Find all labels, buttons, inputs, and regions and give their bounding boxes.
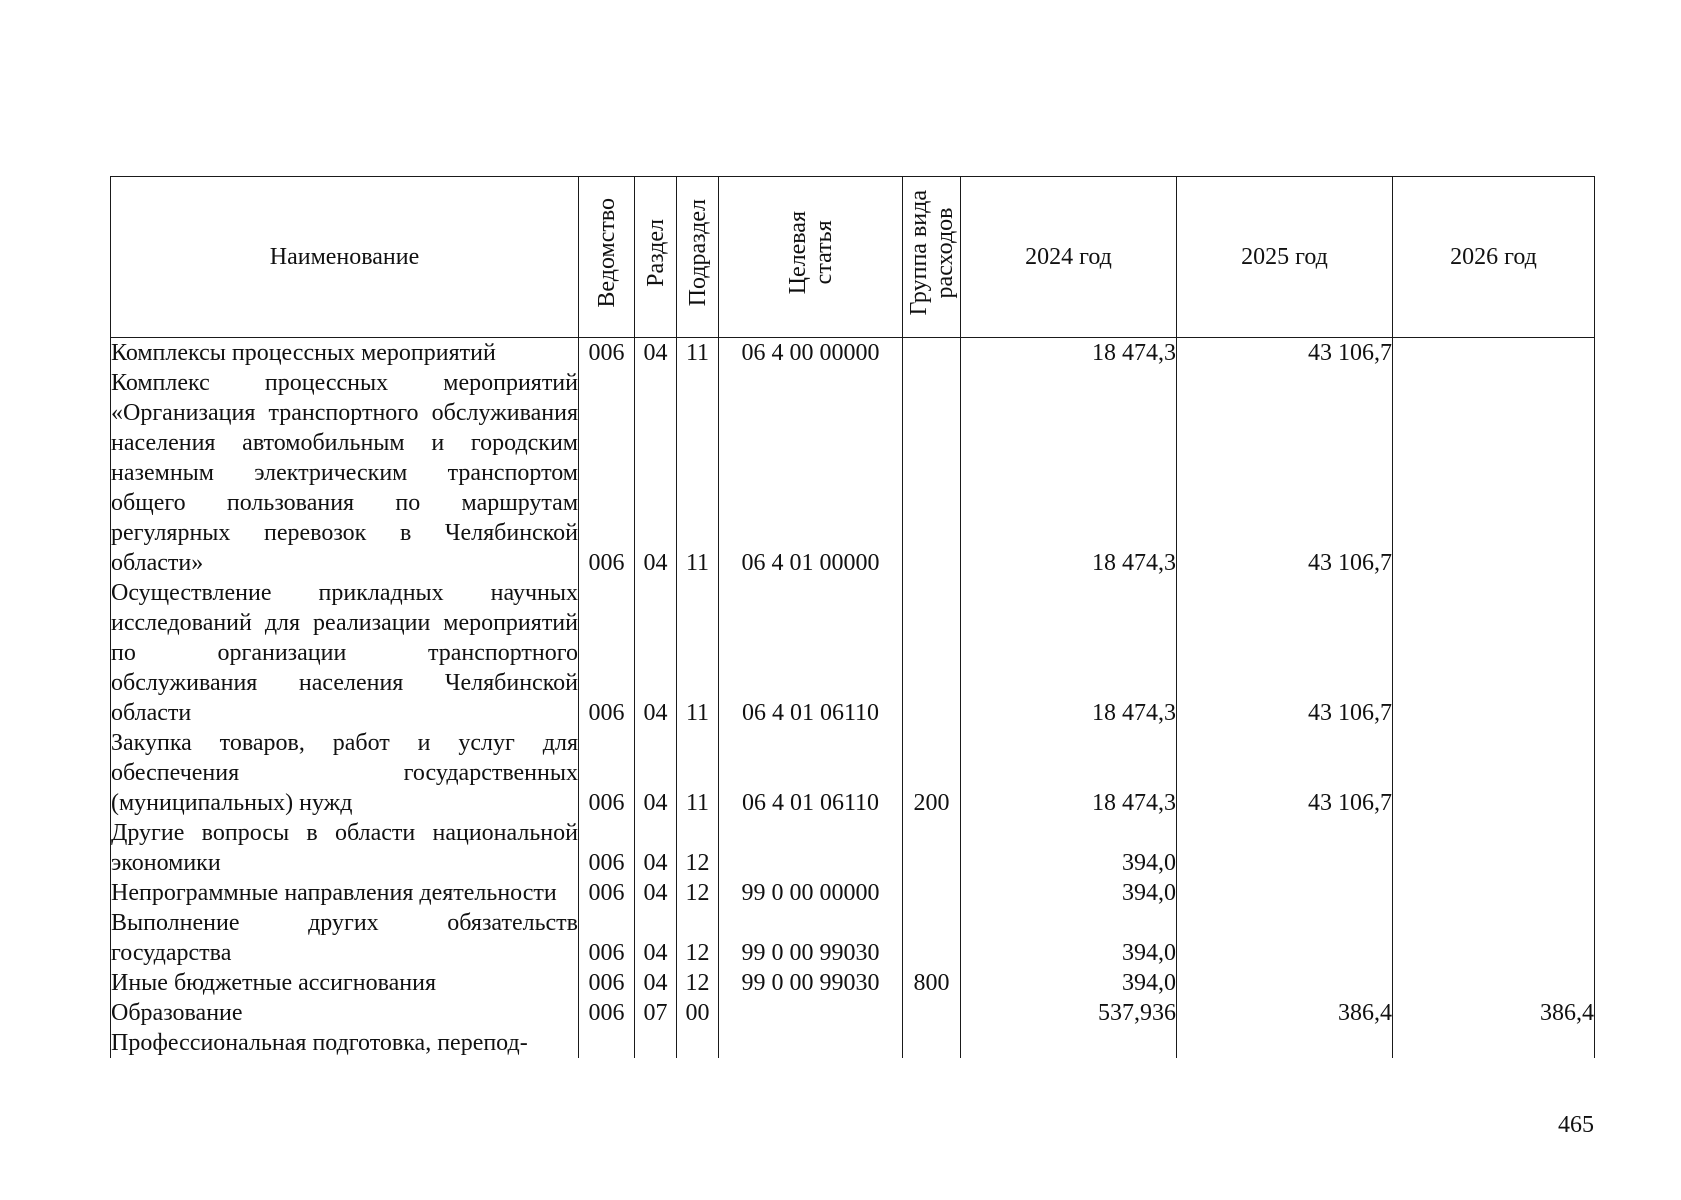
cell-exp-group <box>903 1028 961 1058</box>
cell-dept: 006 <box>579 338 635 369</box>
table-row <box>111 728 1595 818</box>
cell-y2024: 18 474,3 <box>961 578 1177 728</box>
cell-target <box>719 1028 903 1058</box>
cell-dept: 006 <box>579 368 635 578</box>
cell-exp-group: 800 <box>903 968 961 998</box>
cell-target: 06 4 01 06110 <box>719 728 903 818</box>
cell-section: 07 <box>635 998 677 1028</box>
cell-section: 04 <box>635 878 677 908</box>
cell-target <box>719 818 903 878</box>
cell-y2026 <box>1393 908 1595 968</box>
cell-section <box>635 1028 677 1058</box>
cell-y2025: 43 106,7 <box>1177 368 1393 578</box>
cell-exp-group <box>903 908 961 968</box>
cell-name: Непрограммные направления деятельности <box>111 878 579 908</box>
table-row <box>111 338 1595 369</box>
budget-table <box>110 176 1595 1058</box>
cell-y2024: 394,0 <box>961 818 1177 878</box>
cell-y2025 <box>1177 968 1393 998</box>
cell-exp-group <box>903 338 961 369</box>
cell-exp-group <box>903 818 961 878</box>
cell-y2026 <box>1393 368 1595 578</box>
table-row <box>111 818 1595 878</box>
header-subsection: Подраздел <box>677 177 719 338</box>
cell-y2026 <box>1393 338 1595 369</box>
cell-exp-group <box>903 878 961 908</box>
cell-y2026 <box>1393 968 1595 998</box>
cell-dept <box>579 1028 635 1058</box>
cell-name: Комплекс процессных мероприятий «Организация транспортного обслуживания населения автомобильным и городским наземным электрическим транспортом общего пользования по маршрутам регулярных перевозок в Челябинской области» <box>111 370 578 576</box>
cell-name: Выполнение других обязательств государства <box>111 910 578 966</box>
cell-exp-group <box>903 578 961 728</box>
cell-y2024: 18 474,3 <box>961 728 1177 818</box>
cell-target: 06 4 01 00000 <box>719 368 903 578</box>
cell-subsection: 11 <box>677 728 719 818</box>
cell-y2025 <box>1177 1028 1393 1058</box>
cell-target: 99 0 00 99030 <box>719 908 903 968</box>
table-row <box>111 998 1595 1028</box>
cell-y2025 <box>1177 818 1393 878</box>
cell-target: 06 4 00 00000 <box>719 338 903 369</box>
cell-y2024: 18 474,3 <box>961 338 1177 369</box>
table-row <box>111 368 1595 578</box>
cell-dept: 006 <box>579 578 635 728</box>
cell-y2025: 43 106,7 <box>1177 728 1393 818</box>
cell-name: Закупка товаров, работ и услуг для обеспечения государственных (муниципальных) нужд <box>111 730 578 816</box>
cell-y2025: 43 106,7 <box>1177 578 1393 728</box>
cell-section: 04 <box>635 338 677 369</box>
cell-section: 04 <box>635 818 677 878</box>
cell-name: Другие вопросы в области национальной экономики <box>111 820 578 876</box>
cell-subsection: 11 <box>677 578 719 728</box>
cell-subsection: 12 <box>677 908 719 968</box>
header-2025: 2025 год <box>1177 177 1393 338</box>
cell-dept: 006 <box>579 818 635 878</box>
cell-exp-group <box>903 998 961 1028</box>
cell-name: Комплексы процессных мероприятий <box>111 338 579 369</box>
cell-subsection: 12 <box>677 818 719 878</box>
cell-section: 04 <box>635 968 677 998</box>
cell-dept: 006 <box>579 728 635 818</box>
cell-y2024: 394,0 <box>961 908 1177 968</box>
cell-name: Профессиональная подготовка, перепод- <box>111 1028 579 1058</box>
cell-y2024 <box>961 1028 1177 1058</box>
cell-y2026 <box>1393 1028 1595 1058</box>
header-2026: 2026 год <box>1393 177 1595 338</box>
cell-y2025: 386,4 <box>1177 998 1393 1028</box>
cell-name: Осуществление прикладных научных исследований для реализации мероприятий по организации транспортного обслуживания населения Челябинской области <box>111 580 578 726</box>
page-number: 465 <box>1558 1112 1594 1138</box>
cell-name: Образование <box>111 998 579 1028</box>
cell-y2024: 537,936 <box>961 998 1177 1028</box>
cell-name: Иные бюджетные ассигнования <box>111 968 579 998</box>
cell-target <box>719 998 903 1028</box>
table-row <box>111 878 1595 908</box>
cell-dept: 006 <box>579 968 635 998</box>
cell-subsection: 11 <box>677 338 719 369</box>
cell-exp-group <box>903 368 961 578</box>
cell-section: 04 <box>635 908 677 968</box>
header-section: Раздел <box>635 177 677 338</box>
cell-section: 04 <box>635 368 677 578</box>
cell-dept: 006 <box>579 998 635 1028</box>
cell-y2026 <box>1393 728 1595 818</box>
cell-y2024: 394,0 <box>961 968 1177 998</box>
cell-subsection: 11 <box>677 368 719 578</box>
cell-dept: 006 <box>579 878 635 908</box>
cell-y2026: 386,4 <box>1393 998 1595 1028</box>
table-row <box>111 968 1595 998</box>
cell-subsection: 12 <box>677 878 719 908</box>
header-exp-group: Группа вида расходов <box>903 177 961 338</box>
cell-y2025: 43 106,7 <box>1177 338 1393 369</box>
cell-subsection: 00 <box>677 998 719 1028</box>
cell-y2024: 18 474,3 <box>961 368 1177 578</box>
cell-subsection <box>677 1028 719 1058</box>
header-name: Наименование <box>111 177 579 338</box>
table-row <box>111 578 1595 728</box>
header-dept: Ведомство <box>579 177 635 338</box>
cell-y2026 <box>1393 818 1595 878</box>
header-target: Целевая статья <box>719 177 903 338</box>
cell-y2025 <box>1177 908 1393 968</box>
cell-target: 99 0 00 99030 <box>719 968 903 998</box>
table-row <box>111 1028 1595 1058</box>
cell-target: 99 0 00 00000 <box>719 878 903 908</box>
cell-subsection: 12 <box>677 968 719 998</box>
cell-y2026 <box>1393 578 1595 728</box>
cell-target: 06 4 01 06110 <box>719 578 903 728</box>
cell-y2026 <box>1393 878 1595 908</box>
cell-section: 04 <box>635 728 677 818</box>
cell-y2024: 394,0 <box>961 878 1177 908</box>
table-body <box>111 338 1595 1059</box>
cell-y2025 <box>1177 878 1393 908</box>
header-2024: 2024 год <box>961 177 1177 338</box>
header-row <box>111 177 1595 338</box>
table-row <box>111 908 1595 968</box>
cell-exp-group: 200 <box>903 728 961 818</box>
cell-dept: 006 <box>579 908 635 968</box>
cell-section: 04 <box>635 578 677 728</box>
